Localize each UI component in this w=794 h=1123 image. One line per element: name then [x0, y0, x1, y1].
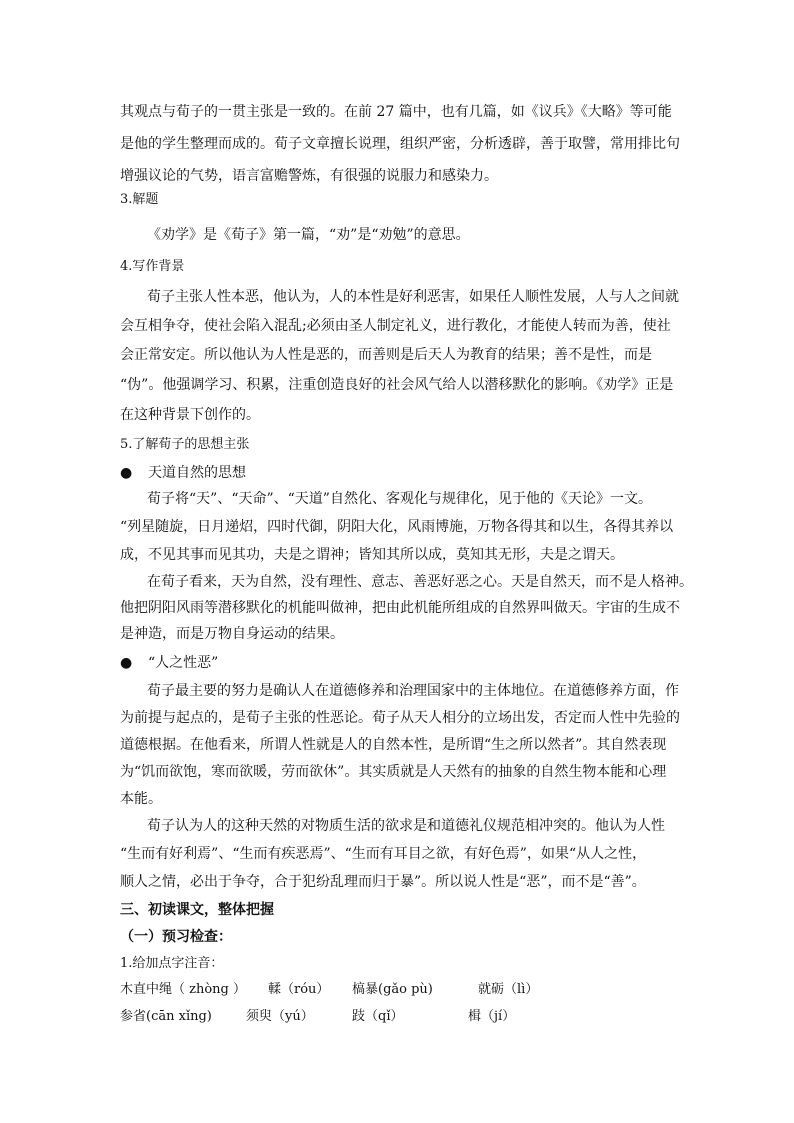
pinyin-item: 楫（jí） — [468, 1009, 516, 1024]
pinyin-item: 参省(cān xǐng) — [120, 1009, 212, 1024]
pinyin-item: 须臾（yú） — [246, 1009, 314, 1024]
paragraph-line: 荀子认为人的这种天然的对物质生活的欲求是和道德礼仪规范相冲突的。他认为人性 — [147, 818, 665, 834]
pinyin-item: 槁暴(gǎo pù) — [352, 982, 433, 997]
paragraph-line: 荀子最主要的努力是确认人在道德修养和治理国家中的主体地位。在道德修养方面，作 — [147, 683, 679, 699]
sub-heading-preview-check: （一）预习检查： — [120, 929, 232, 945]
paragraph-line: 会正常安定。所以他认为人性是恶的，而善则是后天人为教育的结果；善不是性，而是 — [120, 347, 652, 363]
section-heading-3-reading: 三、初读课文，整体把握 — [120, 902, 274, 918]
pinyin-item: 跂（qǐ） — [352, 1009, 404, 1024]
paragraph-line: 道德根据。在他看来，所谓人性就是人的自然本性，是所谓“生之所以然者”。其自然表现 — [120, 737, 667, 753]
paragraph-line: “伪”。他强调学习、积累，注重创造良好的社会风气给人以潜移默化的影响。《劝学》正是 — [120, 377, 674, 393]
paragraph-line: 其观点与荀子的一贯主张是一致的。在前 27 篇中，也有几篇，如《议兵》《大略》等可能 — [120, 104, 672, 120]
bullet-text: “人之性恶” — [148, 655, 219, 671]
paragraph-line: “列星随旋，日月递炤，四时代御，阴阳大化，风雨博施，万物各得其和以生，各得其养以 — [120, 519, 674, 535]
paragraph-line: 在荀子看来，天为自然，没有理性、意志、善恶好恶之心。天是自然天，而不是人格神。 — [147, 574, 693, 590]
paragraph-line: “生而有好利焉”、“生而有疾恶焉”、“生而有耳目之欲，有好色焉”，如果“从人之性， — [120, 846, 647, 862]
paragraph-line: 为“饥而欲饱，寒而欲暖，劳而欲休”。其实质就是人天然有的抽象的自然生物本能和心理 — [120, 764, 667, 780]
pinyin-item: 輮（róu） — [268, 982, 330, 997]
question-heading: 1.给加点字注音： — [120, 956, 224, 971]
paragraph-line: 增强议论的气势，语言富赡警炼，有很强的说服力和感染力。 — [120, 168, 498, 184]
paragraph-line: 本能。 — [120, 791, 162, 807]
paragraph-line: 《劝学》是《荀子》第一篇，“劝”是“劝勉”的意思。 — [147, 227, 470, 243]
bullet-icon: ● — [120, 465, 133, 481]
paragraph-line: 成，不见其事而见其功，夫是之谓神；皆知其所以成，莫知其无形，夫是之谓天。 — [120, 547, 624, 563]
bullet-item — [120, 653, 680, 673]
paragraph-line: 会互相争夺，使社会陷入混乱;必须由圣人制定礼义，进行教化，才能使人转而为善，使社 — [120, 318, 671, 334]
paragraph-line: 为前提与起点的，是荀子主张的性恶论。荀子从天人相分的立场出发，否定而人性中先验的 — [120, 710, 680, 726]
pinyin-item: 就砺（lì） — [478, 982, 539, 997]
paragraph-line: 荀子将“天”、“天命”、“天道”自然化、客观化与规律化，见于他的《天论》一文。 — [147, 491, 652, 507]
section-heading-5: 5.了解荀子的思想主张 — [120, 437, 250, 452]
paragraph-line: 是神造，而是万物自身运动的结果。 — [120, 626, 344, 642]
bullet-icon: ● — [120, 655, 133, 671]
pinyin-item: 木直中绳（ zhòng ） — [120, 982, 247, 997]
bullet-text: 天道自然的思想 — [148, 465, 246, 481]
paragraph-line: 是他的学生整理而成的。荀子文章擅长说理，组织严密，分析透辟，善于取譬，常用排比句 — [120, 136, 680, 152]
paragraph-line: 他把阴阳风雨等潜移默化的机能叫做神，把由此机能所组成的自然界叫做天。宇宙的生成不 — [120, 600, 680, 616]
paragraph-line: 在这种背景下创作的。 — [120, 407, 260, 423]
section-heading-3: 3.解题 — [120, 192, 159, 207]
section-heading-4: 4.写作背景 — [120, 259, 185, 274]
paragraph-line: 荀子主张人性本恶，他认为，人的本性是好利恶害，如果任人顺性发展，人与人之间就 — [147, 289, 679, 305]
bullet-item — [120, 463, 680, 483]
paragraph-line: 顺人之情，必出于争夺，合于犯纷乱理而归于暴”。所以说人性是“恶”，而不是“善”。 — [120, 874, 646, 890]
